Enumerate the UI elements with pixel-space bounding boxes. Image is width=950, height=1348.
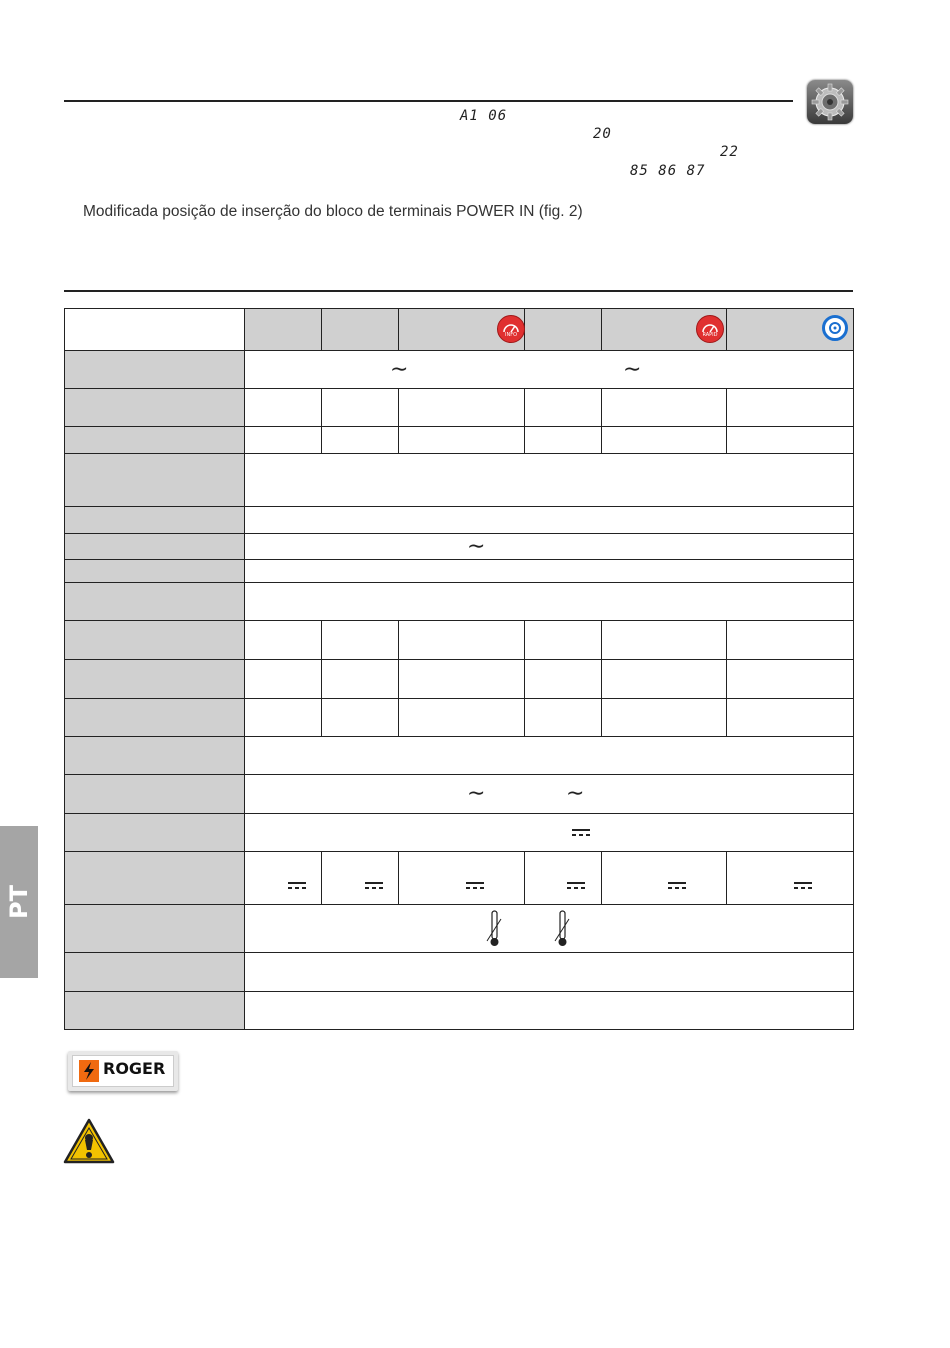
value-cell bbox=[245, 427, 322, 454]
row-label bbox=[65, 621, 245, 660]
dc-symbol-icon bbox=[668, 882, 686, 889]
value-cell bbox=[525, 621, 602, 660]
row-label bbox=[65, 507, 245, 534]
value-cell bbox=[245, 953, 854, 992]
value-cell bbox=[322, 427, 399, 454]
table-row bbox=[65, 852, 854, 905]
value-cell bbox=[525, 660, 602, 699]
value-cell bbox=[602, 660, 727, 699]
value-cell bbox=[602, 852, 727, 905]
header-cell bbox=[727, 309, 854, 351]
table-row bbox=[65, 621, 854, 660]
value-cell bbox=[602, 389, 727, 427]
value-cell bbox=[245, 814, 854, 852]
value-cell bbox=[245, 852, 322, 905]
header-cell bbox=[399, 309, 525, 351]
table-row bbox=[65, 814, 854, 852]
table-row bbox=[65, 534, 854, 560]
ac-symbol-icon: ∼ bbox=[467, 534, 486, 559]
row-label bbox=[65, 775, 245, 814]
table-row bbox=[65, 507, 854, 534]
value-cell bbox=[245, 699, 322, 737]
ac-symbol-icon: ∼ bbox=[566, 781, 585, 806]
ac-symbol-icon: ∼ bbox=[390, 357, 409, 382]
value-cell bbox=[399, 660, 525, 699]
value-cell bbox=[525, 389, 602, 427]
roger-logo bbox=[68, 1051, 178, 1091]
header-label-cell bbox=[65, 309, 245, 351]
logo-text: ROGER bbox=[103, 1059, 166, 1078]
table-row bbox=[65, 953, 854, 992]
value-cell bbox=[525, 852, 602, 905]
value-cell bbox=[245, 992, 854, 1030]
value-cell bbox=[245, 534, 854, 560]
dc-symbol-icon bbox=[572, 829, 590, 836]
value-cell bbox=[245, 737, 854, 775]
value-cell bbox=[245, 351, 854, 389]
value-cell bbox=[245, 389, 322, 427]
table-row bbox=[65, 699, 854, 737]
header-cell bbox=[322, 309, 399, 351]
table-row bbox=[65, 427, 854, 454]
row-label bbox=[65, 660, 245, 699]
dc-symbol-icon bbox=[794, 882, 812, 889]
thermometer-icon bbox=[485, 909, 503, 949]
refresh-icon bbox=[822, 315, 848, 341]
speedometer-icon bbox=[696, 315, 724, 343]
row-label bbox=[65, 737, 245, 775]
dc-symbol-icon bbox=[466, 882, 484, 889]
value-cell bbox=[322, 852, 399, 905]
value-cell bbox=[245, 775, 854, 814]
display-code-85-86-87: 85 86 87 bbox=[630, 163, 706, 179]
settings-badge bbox=[807, 80, 853, 124]
spec-table bbox=[64, 308, 854, 1030]
value-cell bbox=[245, 660, 322, 699]
value-cell bbox=[399, 699, 525, 737]
warning-triangle-icon bbox=[63, 1118, 115, 1164]
display-code-22: 22 bbox=[720, 144, 739, 160]
table-header-row bbox=[65, 309, 854, 351]
table-row bbox=[65, 775, 854, 814]
logo-frame bbox=[72, 1055, 174, 1087]
value-cell bbox=[245, 621, 322, 660]
ac-symbol-icon: ∼ bbox=[467, 781, 486, 806]
table-row bbox=[65, 454, 854, 507]
value-cell bbox=[245, 454, 854, 507]
row-label bbox=[65, 560, 245, 583]
badge-label: RAPID bbox=[702, 332, 718, 338]
row-label bbox=[65, 992, 245, 1030]
section-rule bbox=[64, 290, 853, 292]
value-cell bbox=[727, 852, 854, 905]
value-cell bbox=[245, 583, 854, 621]
table-row bbox=[65, 992, 854, 1030]
value-cell bbox=[399, 852, 525, 905]
value-cell bbox=[727, 699, 854, 737]
row-label bbox=[65, 534, 245, 560]
table-row bbox=[65, 660, 854, 699]
language-tab bbox=[0, 826, 38, 978]
row-label bbox=[65, 814, 245, 852]
language-tab-label: PT bbox=[5, 885, 33, 919]
value-cell bbox=[727, 389, 854, 427]
speedometer-icon bbox=[497, 315, 525, 343]
table-row bbox=[65, 583, 854, 621]
table-row bbox=[65, 389, 854, 427]
revision-note: Modificada posição de inserção do bloco de terminais POWER IN (fig. 2) bbox=[83, 203, 583, 220]
value-cell bbox=[245, 905, 854, 953]
table-row bbox=[65, 905, 854, 953]
header-cell bbox=[602, 309, 727, 351]
top-rule bbox=[64, 100, 793, 102]
header-cell bbox=[525, 309, 602, 351]
row-label bbox=[65, 583, 245, 621]
value-cell bbox=[602, 699, 727, 737]
row-label bbox=[65, 699, 245, 737]
lightning-icon bbox=[79, 1060, 99, 1082]
gear-icon bbox=[810, 82, 850, 122]
badge-label: INFO bbox=[504, 332, 518, 338]
table-row bbox=[65, 560, 854, 583]
value-cell bbox=[399, 621, 525, 660]
table-row bbox=[65, 737, 854, 775]
value-cell bbox=[399, 427, 525, 454]
value-cell bbox=[727, 660, 854, 699]
row-label bbox=[65, 389, 245, 427]
dc-symbol-icon bbox=[288, 882, 306, 889]
row-label bbox=[65, 852, 245, 905]
value-cell bbox=[322, 699, 399, 737]
display-code-20: 20 bbox=[593, 126, 612, 142]
display-code-a106: A1 06 bbox=[460, 108, 508, 124]
row-label bbox=[65, 953, 245, 992]
value-cell bbox=[727, 621, 854, 660]
dc-symbol-icon bbox=[567, 882, 585, 889]
dc-symbol-icon bbox=[365, 882, 383, 889]
value-cell bbox=[525, 699, 602, 737]
value-cell bbox=[322, 389, 399, 427]
value-cell bbox=[322, 660, 399, 699]
value-cell bbox=[399, 389, 525, 427]
table-row bbox=[65, 351, 854, 389]
value-cell bbox=[602, 427, 727, 454]
value-cell bbox=[602, 621, 727, 660]
row-label bbox=[65, 905, 245, 953]
row-label bbox=[65, 454, 245, 507]
ac-symbol-icon: ∼ bbox=[623, 357, 642, 382]
value-cell bbox=[525, 427, 602, 454]
row-label bbox=[65, 427, 245, 454]
header-cell bbox=[245, 309, 322, 351]
value-cell bbox=[322, 621, 399, 660]
row-label bbox=[65, 351, 245, 389]
value-cell bbox=[245, 507, 854, 534]
value-cell bbox=[727, 427, 854, 454]
thermometer-icon bbox=[553, 909, 571, 949]
value-cell bbox=[245, 560, 854, 583]
